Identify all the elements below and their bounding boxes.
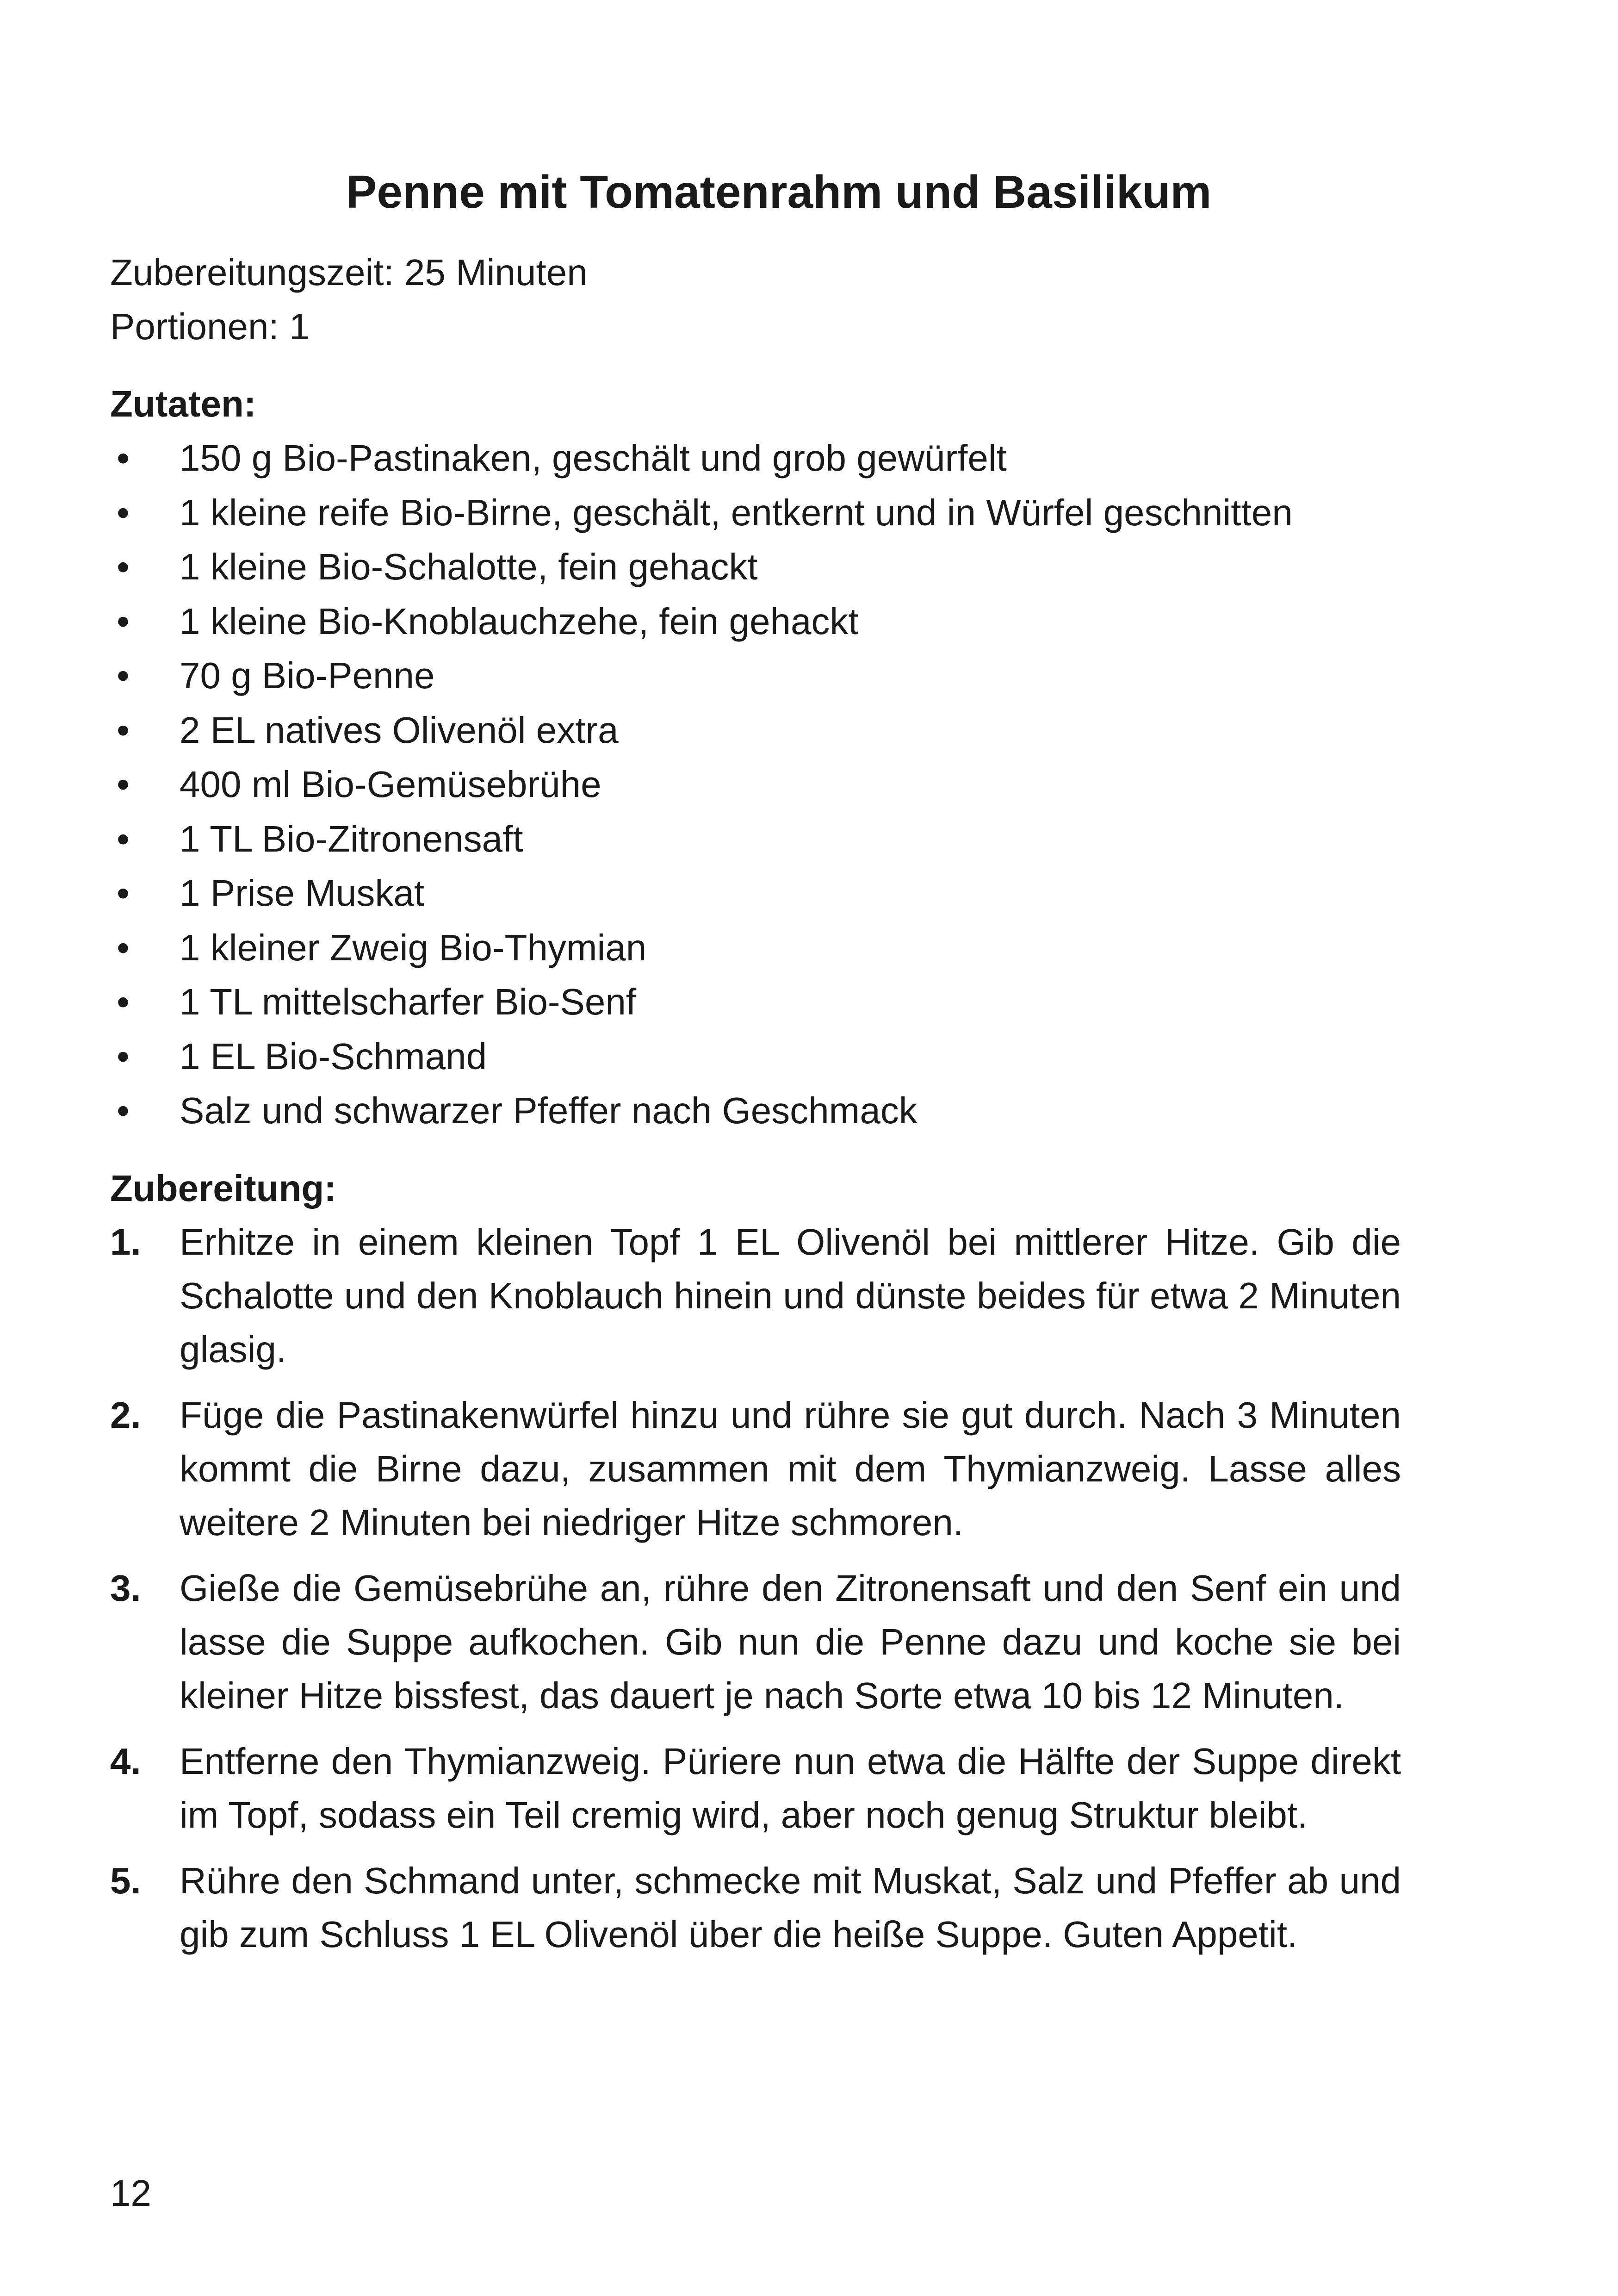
bullet-icon: •	[116, 764, 130, 805]
step-number: 4.	[110, 1740, 141, 1782]
step-number: 2.	[110, 1394, 141, 1436]
step-number: 3.	[110, 1567, 141, 1609]
bullet-icon: •	[116, 818, 130, 859]
ingredient-text: 1 TL Bio-Zitronensaft	[180, 818, 523, 859]
servings: Portionen: 1	[110, 306, 310, 347]
ingredient-text: 1 Prise Muskat	[180, 872, 425, 914]
bullet-icon: •	[116, 1090, 130, 1131]
ingredient-text: 70 g Bio-Penne	[180, 655, 435, 696]
ingredient-text: 150 g Bio-Pastinaken, geschält und grob gewürfelt	[180, 437, 1007, 479]
ingredient-text: 400 ml Bio-Gemüsebrühe	[180, 764, 601, 805]
steps-list	[110, 1215, 1401, 1961]
step-number: 5.	[110, 1860, 141, 1901]
ingredients-list	[110, 431, 1401, 1138]
step-item	[110, 1388, 1401, 1549]
step-item	[110, 1215, 1401, 1376]
ingredient-text: 1 kleiner Zweig Bio-Thymian	[180, 927, 647, 968]
ingredient-text: 1 EL Bio-Schmand	[180, 1035, 487, 1077]
ingredient-item	[110, 1029, 1401, 1084]
ingredient-item	[110, 431, 1401, 485]
recipe-page	[110, 164, 1401, 1973]
step-text: Erhitze in einem kleinen Topf 1 EL Olivenöl bei mittlerer Hitze. Gib die Schalotte und den Knoblauch hinein und dünste beides für etwa 2 Minuten glasig.	[180, 1221, 1401, 1370]
ingredient-text: Salz und schwarzer Pfeffer nach Geschmack	[180, 1090, 917, 1131]
step-text: Gieße die Gemüsebrühe an, rühre den Zitronensaft und den Senf ein und lasse die Suppe aufkochen. Gib nun die Penne dazu und koche sie bei kleiner Hitze bissfest, das dauert je nach Sorte etwa 10 bis 12 Minuten.	[180, 1567, 1401, 1716]
bullet-icon: •	[116, 981, 130, 1022]
bullet-icon: •	[116, 492, 130, 533]
ingredient-text: 1 kleine Bio-Knoblauchzehe, fein gehackt	[180, 600, 859, 642]
ingredient-text: 1 TL mittelscharfer Bio-Senf	[180, 981, 637, 1022]
ingredient-text: 2 EL natives Olivenöl extra	[180, 709, 619, 751]
step-number: 1.	[110, 1221, 141, 1263]
step-text: Entferne den Thymianzweig. Püriere nun etwa die Hälfte der Suppe direkt im Topf, sodass ein Teil cremig wird, aber noch genug Struktur bleibt.	[180, 1740, 1401, 1836]
step-text: Füge die Pastinakenwürfel hinzu und rühre sie gut durch. Nach 3 Minuten kommt die Birne dazu, zusammen mit dem Thymianzweig. Lasse alles weitere 2 Minuten bei niedriger Hitze schmoren.	[180, 1394, 1401, 1543]
ingredient-text: 1 kleine Bio-Schalotte, fein gehackt	[180, 546, 758, 587]
step-text: Rühre den Schmand unter, schmecke mit Muskat, Salz und Pfeffer ab und gib zum Schluss 1 EL Olivenöl über die heiße Suppe. Guten Appetit.	[180, 1860, 1401, 1955]
bullet-icon: •	[116, 1035, 130, 1077]
ingredient-item	[110, 540, 1401, 594]
ingredient-item	[110, 866, 1401, 921]
bullet-icon: •	[116, 600, 130, 642]
ingredient-item	[110, 703, 1401, 758]
ingredient-item	[110, 975, 1401, 1029]
step-item	[110, 1854, 1401, 1961]
ingredient-item	[110, 1083, 1401, 1138]
step-item	[110, 1562, 1401, 1723]
bullet-icon: •	[116, 546, 130, 587]
ingredient-item	[110, 485, 1401, 540]
ingredient-item	[110, 594, 1401, 649]
bullet-icon: •	[116, 709, 130, 751]
prep-time: Zubereitungszeit: 25 Minuten	[110, 252, 588, 293]
ingredient-item	[110, 757, 1401, 812]
ingredient-item	[110, 921, 1401, 975]
bullet-icon: •	[116, 655, 130, 696]
recipe-title: Penne mit Tomatenrahm und Basilikum	[346, 166, 1212, 218]
steps-heading: Zubereitung:	[110, 1167, 336, 1209]
ingredient-item	[110, 812, 1401, 866]
ingredient-text: 1 kleine reife Bio-Birne, geschält, entkernt und in Würfel geschnitten	[180, 492, 1293, 533]
page-number: 12	[110, 2172, 151, 2214]
bullet-icon: •	[116, 872, 130, 914]
ingredients-heading: Zutaten:	[110, 383, 256, 424]
step-item	[110, 1735, 1401, 1842]
bullet-icon: •	[116, 437, 130, 479]
bullet-icon: •	[116, 927, 130, 968]
ingredient-item	[110, 648, 1401, 703]
